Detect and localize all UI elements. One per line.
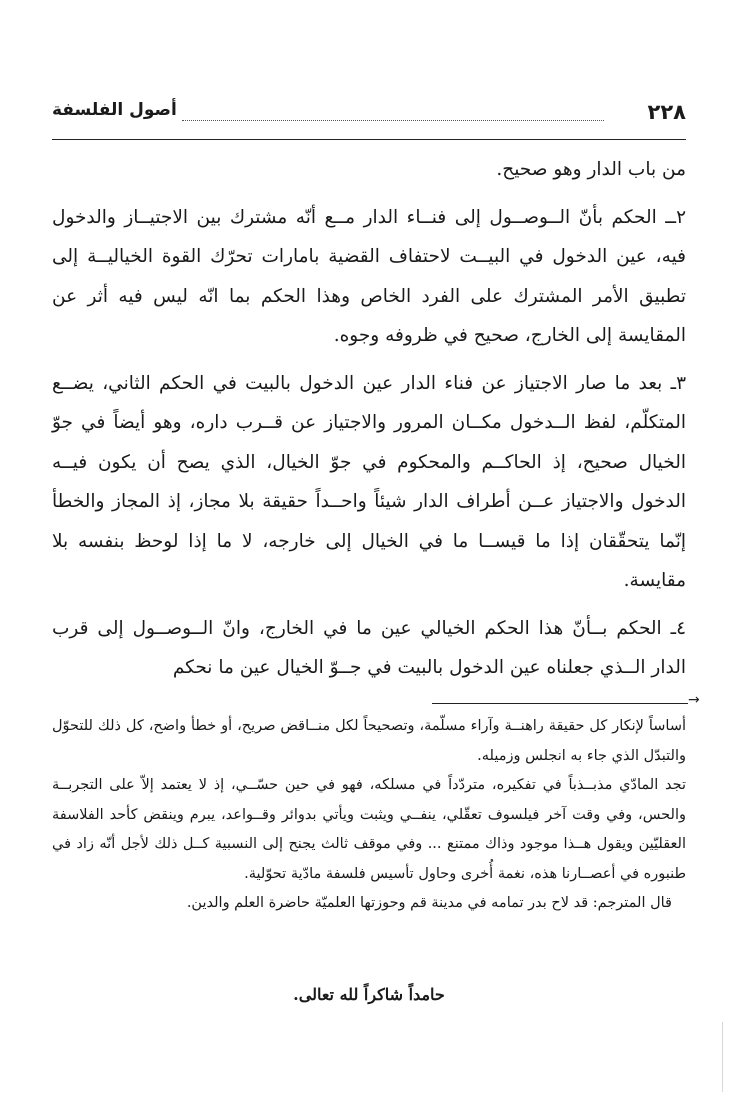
paragraph: ٤ـ الحكم بــأنّ هذا الحكم الخيالي عين ما في الخارج، وانّ الــوصــول إلى قرب الدار الــذي جعلناه عين الدخول بالبيت في جــوّ الخيال عين ما نحكم xyxy=(52,617,686,678)
body-text xyxy=(52,150,686,696)
closing-signature: حامداً شاكراً لله تعالى. xyxy=(293,985,445,1004)
header-dotted-leader xyxy=(182,120,604,121)
footnote-separator xyxy=(432,703,688,704)
page-edge-mark xyxy=(722,1022,723,1092)
paragraph: ٢ــ الحكم بأنّ الــوصــول إلى فنــاء الدار مــع أنّه مشترك بين الاجتيــاز والدخول فيه، عين الدخول في البيــت لاحتفاف القضية بامارات تحرّك القوة الخياليــة إلى تطبيق الأمر المشترك على الفرد الخاص وهذا الحكم بما انّه ليس فيه أثر عن المقايسة إلى الخارج، صحيح في ظروفه وجوه. xyxy=(52,206,686,346)
footnotes xyxy=(52,712,686,919)
footnote-paragraph: أساساً لإنكار كل حقيقة راهنــة وآراء مسلّمة، وتصحيحاً لكل منــاقض صريح، أو خطأ واضح، كل ذلك للتحوّل والتبدّل الذي جاء به انجلس وزميله. xyxy=(52,718,686,764)
translator-note: قال المترجم: قد لاح بدر تمامه في مدينة قم وحوزتها العلميّة حاضرة العلم والدين. xyxy=(186,895,672,911)
paragraph: ٣ـ بعد ما صار الاجتياز عن فناء الدار عين الدخول بالبيت في الحكم الثاني، يضــع المتكلّم، لفظ الــدخول مكــان المرور والاجتياز عن قــرب داره، وهو أيضاً في جوّ الخيال صحيح، إذ الحاكــم والمحكوم في جوّ الخيال، الذي يصح أن يكون فيــه الدخول والاجتياز عــن أطراف الدار شيئاً واحــداً حقيقة بلا مجاز، إذ المجاز والخطأ إنّما يتحقّقان إذا ما قيســا ما في الخيال إلى خارجه، لا ما إذا لوحظ بنفسه بلا مقايسة. xyxy=(52,372,686,591)
header-rule xyxy=(52,139,686,140)
footnote-paragraph: تجد المادّي مذبــذباً في تفكيره، متردّداً في مسلكه، فهو في حين حسّــي، إذ لا يعتمد إلاّ على التجربــة والحس، وفي وقت آخر فيلسوف تعقّلي، ينفــي ويثبت ويأتي بدوائر وقــواعد، يبرم وينقض كأحد الفلاسفة العقليّين ويقول هــذا موجود وذاك ممتنع ... وفي موقف ثالث يجنح إلى النسبية كــل ذلك لأجل أنّه زاد في طنبوره في أعصــارنا هذه، نغمة أُخرى وحاول تأسيس فلسفة مادّية تحوّلية. xyxy=(52,777,686,882)
paragraph: من باب الدار وهو صحيح. xyxy=(496,159,686,180)
running-header xyxy=(52,100,686,134)
running-title: أصول الفلسفة xyxy=(52,100,177,120)
page-number: ٢٢٨ xyxy=(647,100,686,124)
footnote-continuation-arrow-icon: → xyxy=(688,692,700,708)
